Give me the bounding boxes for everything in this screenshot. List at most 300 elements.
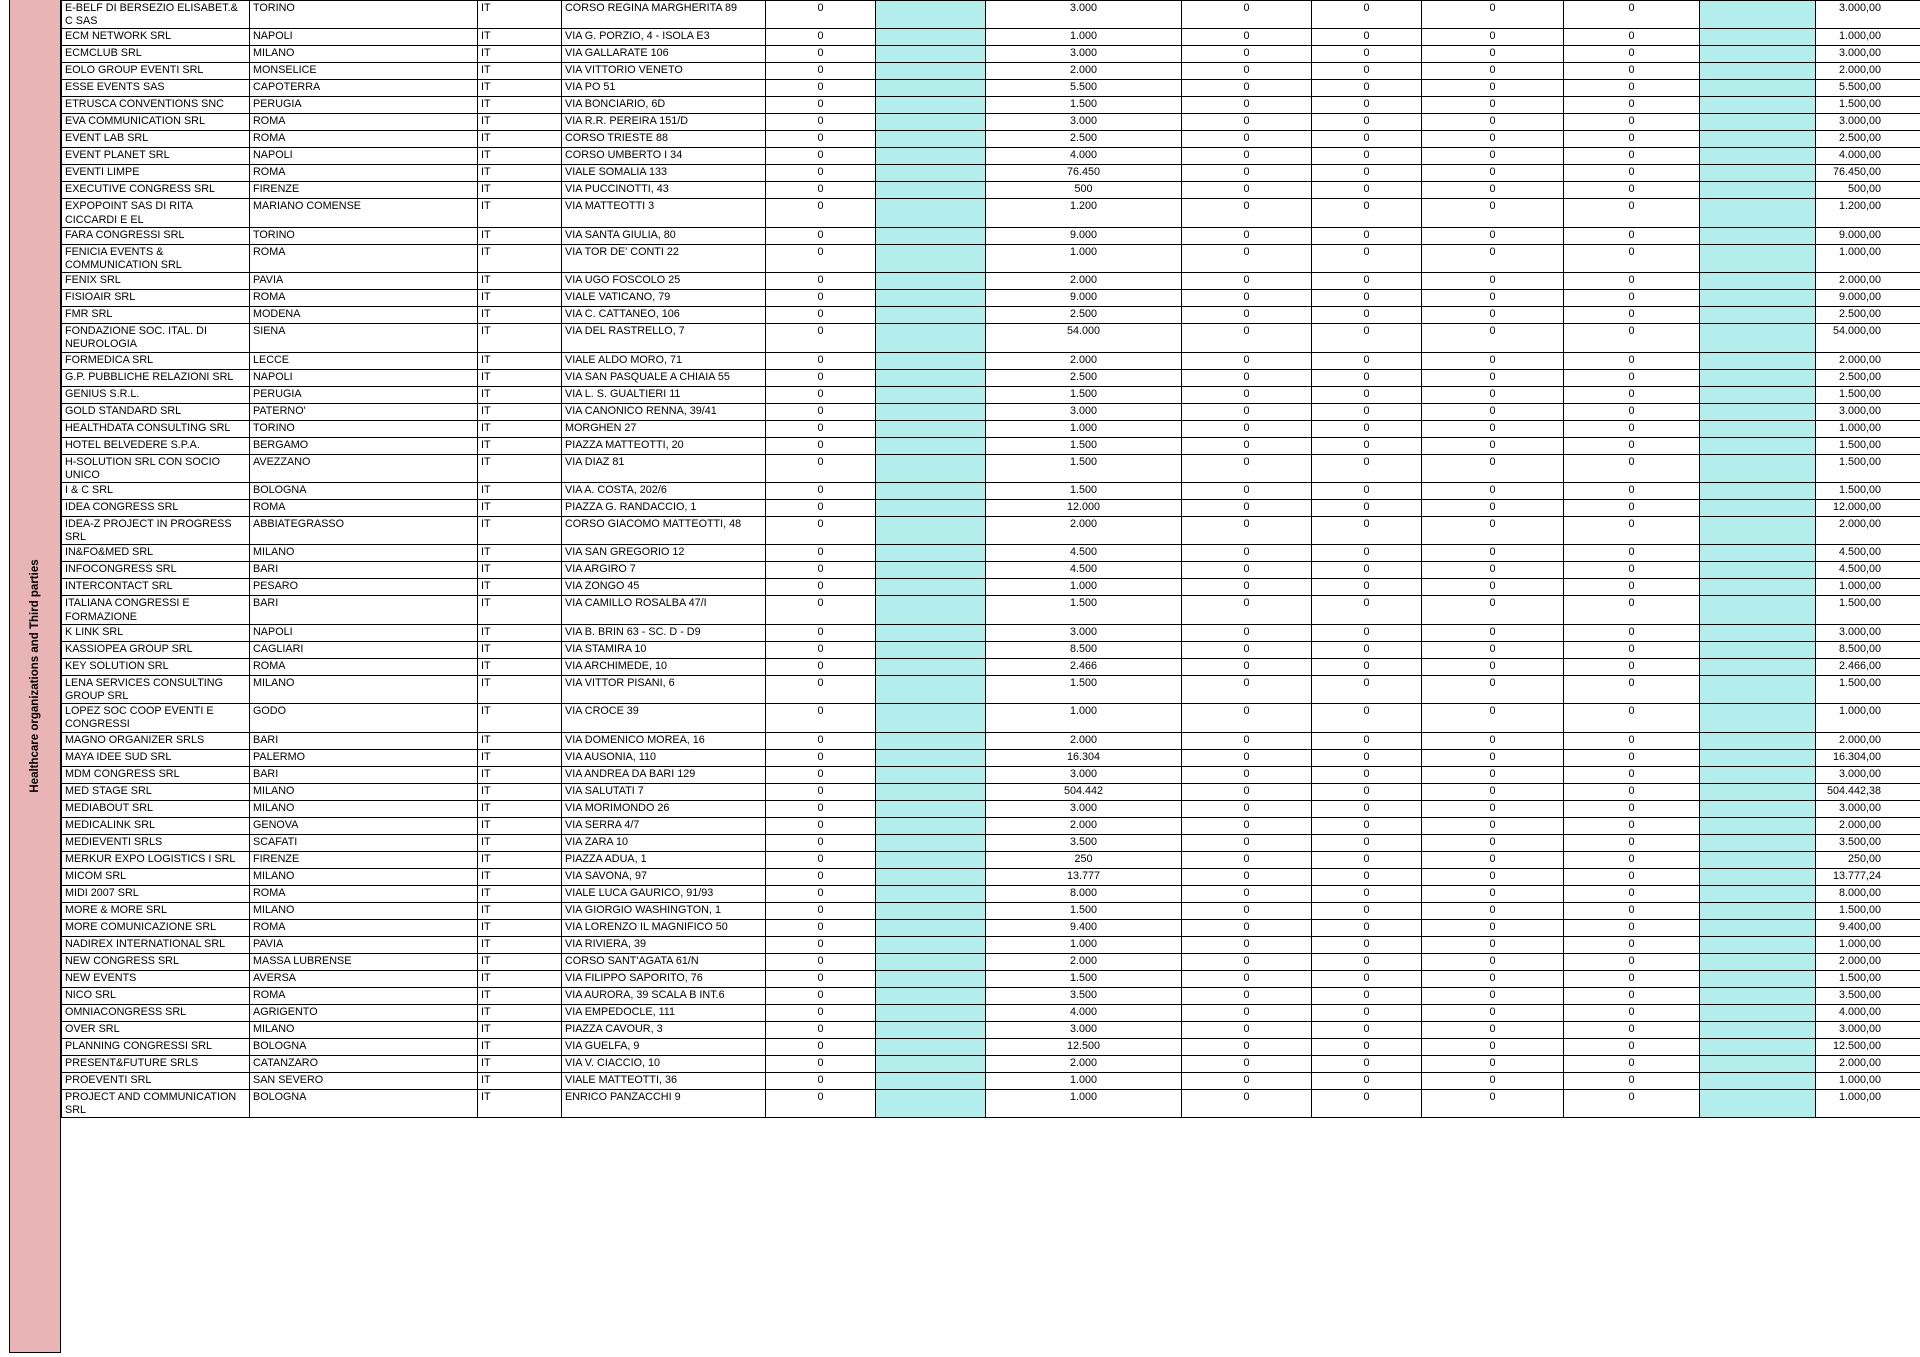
table-row [62, 307, 1920, 324]
cell-address: VIALE LUCA GAURICO, 91/93 [562, 885, 766, 902]
cell-highlight [1700, 834, 1816, 851]
cell-name: MORE COMUNICAZIONE SRL [62, 919, 250, 936]
cell-value-5: 0 [1312, 517, 1422, 545]
cell-name: EVA COMMUNICATION SRL [62, 114, 250, 131]
cell-city: BARI [250, 596, 478, 624]
cell-name: PRESENT&FUTURE SRLS [62, 1055, 250, 1072]
cell-value-5: 0 [1312, 783, 1422, 800]
cell-value-5: 0 [1312, 46, 1422, 63]
cell-total: 1.500,00 [1816, 97, 1920, 114]
cell-name: LENA SERVICES CONSULTING GROUP SRL [62, 675, 250, 703]
cell-address: VIA ARGIRO 7 [562, 562, 766, 579]
cell-amount: 1.200 [986, 199, 1182, 227]
cell-value-5: 0 [1312, 704, 1422, 732]
table-row [62, 851, 1920, 868]
cell-city: CAGLIARI [250, 641, 478, 658]
cell-value-6: 0 [1422, 902, 1564, 919]
cell-highlight [1700, 290, 1816, 307]
cell-value-7: 0 [1564, 386, 1700, 403]
cell-highlight [876, 63, 986, 80]
cell-value-7: 0 [1564, 1072, 1700, 1089]
cell-highlight [1700, 1055, 1816, 1072]
cell-country: IT [478, 1021, 562, 1038]
cell-name: IDEA CONGRESS SRL [62, 500, 250, 517]
cell-value-4: 0 [1182, 783, 1312, 800]
cell-value-5: 0 [1312, 675, 1422, 703]
cell-value-4: 0 [1182, 182, 1312, 199]
cell-highlight [1700, 817, 1816, 834]
cell-value-6: 0 [1422, 437, 1564, 454]
cell-city: ROMA [250, 919, 478, 936]
cell-highlight [876, 596, 986, 624]
cell-value-5: 0 [1312, 1, 1422, 29]
table-row [62, 936, 1920, 953]
cell-value-5: 0 [1312, 454, 1422, 482]
cell-value-6: 0 [1422, 454, 1564, 482]
cell-amount: 3.000 [986, 800, 1182, 817]
cell-highlight [1700, 749, 1816, 766]
cell-value-1: 0 [766, 1021, 876, 1038]
cell-total: 12.000,00 [1816, 500, 1920, 517]
cell-value-4: 0 [1182, 800, 1312, 817]
cell-value-1: 0 [766, 182, 876, 199]
cell-total: 3.000,00 [1816, 1021, 1920, 1038]
cell-value-1: 0 [766, 675, 876, 703]
cell-country: IT [478, 307, 562, 324]
cell-total: 3.000,00 [1816, 1, 1920, 29]
cell-value-5: 0 [1312, 953, 1422, 970]
cell-name: ITALIANA CONGRESSI E FORMAZIONE [62, 596, 250, 624]
cell-value-5: 0 [1312, 624, 1422, 641]
cell-value-5: 0 [1312, 420, 1422, 437]
table-row [62, 704, 1920, 732]
cell-value-4: 0 [1182, 114, 1312, 131]
table-row [62, 1, 1920, 29]
cell-value-4: 0 [1182, 352, 1312, 369]
cell-address: PIAZZA CAVOUR, 3 [562, 1021, 766, 1038]
cell-address: VIA DEL RASTRELLO, 7 [562, 324, 766, 352]
cell-value-6: 0 [1422, 1, 1564, 29]
cell-value-6: 0 [1422, 658, 1564, 675]
cell-country: IT [478, 562, 562, 579]
cell-value-5: 0 [1312, 902, 1422, 919]
table-row [62, 273, 1920, 290]
cell-value-1: 0 [766, 500, 876, 517]
cell-name: MIDI 2007 SRL [62, 885, 250, 902]
cell-name: PROJECT AND COMMUNICATION SRL [62, 1089, 250, 1117]
cell-total: 12.500,00 [1816, 1038, 1920, 1055]
table-row [62, 817, 1920, 834]
cell-name: NICO SRL [62, 987, 250, 1004]
cell-amount: 2.000 [986, 63, 1182, 80]
cell-city: GODO [250, 704, 478, 732]
cell-value-4: 0 [1182, 369, 1312, 386]
cell-city: GENOVA [250, 817, 478, 834]
cell-value-7: 0 [1564, 29, 1700, 46]
cell-value-7: 0 [1564, 1055, 1700, 1072]
cell-value-1: 0 [766, 324, 876, 352]
cell-country: IT [478, 454, 562, 482]
cell-value-4: 0 [1182, 517, 1312, 545]
cell-value-7: 0 [1564, 273, 1700, 290]
cell-value-6: 0 [1422, 182, 1564, 199]
cell-highlight [876, 902, 986, 919]
cell-highlight [876, 732, 986, 749]
cell-highlight [1700, 1072, 1816, 1089]
cell-value-4: 0 [1182, 658, 1312, 675]
cell-amount: 8.000 [986, 885, 1182, 902]
cell-amount: 3.500 [986, 987, 1182, 1004]
cell-value-4: 0 [1182, 29, 1312, 46]
table-row [62, 783, 1920, 800]
cell-address: ENRICO PANZACCHI 9 [562, 1089, 766, 1117]
cell-value-7: 0 [1564, 227, 1700, 244]
cell-highlight [876, 562, 986, 579]
table-row [62, 483, 1920, 500]
cell-value-7: 0 [1564, 131, 1700, 148]
cell-value-1: 0 [766, 244, 876, 272]
cell-value-4: 0 [1182, 454, 1312, 482]
cell-amount: 1.000 [986, 936, 1182, 953]
table-row [62, 885, 1920, 902]
cell-highlight [876, 749, 986, 766]
table-row [62, 800, 1920, 817]
cell-highlight [1700, 641, 1816, 658]
cell-value-7: 0 [1564, 403, 1700, 420]
cell-value-4: 0 [1182, 290, 1312, 307]
cell-value-6: 0 [1422, 80, 1564, 97]
cell-country: IT [478, 199, 562, 227]
cell-city: ROMA [250, 244, 478, 272]
cell-value-4: 0 [1182, 63, 1312, 80]
table-row [62, 97, 1920, 114]
cell-value-4: 0 [1182, 227, 1312, 244]
cell-city: MILANO [250, 783, 478, 800]
cell-city: BOLOGNA [250, 483, 478, 500]
cell-city: PATERNO' [250, 403, 478, 420]
table-row [62, 624, 1920, 641]
cell-country: IT [478, 420, 562, 437]
cell-highlight [1700, 114, 1816, 131]
cell-amount: 9.000 [986, 227, 1182, 244]
cell-highlight [876, 420, 986, 437]
cell-total: 2.000,00 [1816, 817, 1920, 834]
cell-highlight [1700, 517, 1816, 545]
cell-highlight [876, 868, 986, 885]
cell-value-5: 0 [1312, 290, 1422, 307]
cell-value-1: 0 [766, 63, 876, 80]
table-row [62, 732, 1920, 749]
cell-city: MILANO [250, 800, 478, 817]
cell-address: VIA EMPEDOCLE, 111 [562, 1004, 766, 1021]
cell-address: CORSO TRIESTE 88 [562, 131, 766, 148]
cell-value-7: 0 [1564, 97, 1700, 114]
cell-address: VIA V. CIACCIO, 10 [562, 1055, 766, 1072]
cell-name: EVENT PLANET SRL [62, 148, 250, 165]
cell-highlight [876, 987, 986, 1004]
cell-value-5: 0 [1312, 641, 1422, 658]
cell-value-5: 0 [1312, 500, 1422, 517]
cell-value-7: 0 [1564, 545, 1700, 562]
cell-total: 250,00 [1816, 851, 1920, 868]
cell-country: IT [478, 596, 562, 624]
cell-amount: 3.000 [986, 1, 1182, 29]
cell-address: VIA AUSONIA, 110 [562, 749, 766, 766]
cell-value-5: 0 [1312, 851, 1422, 868]
cell-highlight [1700, 1, 1816, 29]
cell-highlight [1700, 766, 1816, 783]
cell-amount: 3.000 [986, 624, 1182, 641]
cell-city: ROMA [250, 500, 478, 517]
cell-total: 3.000,00 [1816, 46, 1920, 63]
cell-name: NEW CONGRESS SRL [62, 953, 250, 970]
cell-value-1: 0 [766, 732, 876, 749]
cell-value-7: 0 [1564, 596, 1700, 624]
cell-country: IT [478, 641, 562, 658]
cell-city: MARIANO COMENSE [250, 199, 478, 227]
cell-value-6: 0 [1422, 817, 1564, 834]
cell-city: ROMA [250, 131, 478, 148]
cell-amount: 1.000 [986, 244, 1182, 272]
cell-value-7: 0 [1564, 766, 1700, 783]
cell-name: EOLO GROUP EVENTI SRL [62, 63, 250, 80]
cell-city: ROMA [250, 658, 478, 675]
cell-highlight [1700, 675, 1816, 703]
cell-highlight [1700, 352, 1816, 369]
table-row [62, 352, 1920, 369]
cell-value-5: 0 [1312, 1021, 1422, 1038]
cell-amount: 9.000 [986, 290, 1182, 307]
cell-highlight [876, 29, 986, 46]
cell-highlight [876, 273, 986, 290]
table-row [62, 1021, 1920, 1038]
cell-value-4: 0 [1182, 562, 1312, 579]
cell-value-7: 0 [1564, 307, 1700, 324]
table-row [62, 1055, 1920, 1072]
cell-value-7: 0 [1564, 352, 1700, 369]
cell-city: MILANO [250, 1021, 478, 1038]
cell-country: IT [478, 953, 562, 970]
cell-city: MILANO [250, 902, 478, 919]
cell-value-4: 0 [1182, 545, 1312, 562]
cell-value-6: 0 [1422, 517, 1564, 545]
cell-highlight [876, 1038, 986, 1055]
cell-value-5: 0 [1312, 562, 1422, 579]
cell-value-1: 0 [766, 437, 876, 454]
cell-value-7: 0 [1564, 817, 1700, 834]
cell-value-1: 0 [766, 624, 876, 641]
table-row [62, 131, 1920, 148]
cell-address: CORSO UMBERTO I 34 [562, 148, 766, 165]
cell-highlight [1700, 987, 1816, 1004]
cell-highlight [876, 851, 986, 868]
cell-name: G.P. PUBBLICHE RELAZIONI SRL [62, 369, 250, 386]
cell-highlight [1700, 273, 1816, 290]
cell-amount: 1.500 [986, 386, 1182, 403]
cell-value-1: 0 [766, 454, 876, 482]
cell-value-6: 0 [1422, 483, 1564, 500]
cell-total: 54.000,00 [1816, 324, 1920, 352]
cell-highlight [1700, 29, 1816, 46]
table-row [62, 834, 1920, 851]
cell-value-1: 0 [766, 1089, 876, 1117]
table-row [62, 749, 1920, 766]
cell-amount: 2.000 [986, 953, 1182, 970]
cell-amount: 1.000 [986, 579, 1182, 596]
cell-value-4: 0 [1182, 953, 1312, 970]
table-row [62, 454, 1920, 482]
cell-address: VIA SAN PASQUALE A CHIAIA 55 [562, 369, 766, 386]
cell-value-7: 0 [1564, 517, 1700, 545]
cell-country: IT [478, 766, 562, 783]
cell-country: IT [478, 704, 562, 732]
cell-city: MODENA [250, 307, 478, 324]
cell-value-7: 0 [1564, 483, 1700, 500]
cell-value-1: 0 [766, 902, 876, 919]
cell-value-5: 0 [1312, 386, 1422, 403]
cell-highlight [1700, 307, 1816, 324]
cell-value-1: 0 [766, 369, 876, 386]
cell-value-6: 0 [1422, 131, 1564, 148]
cell-value-7: 0 [1564, 114, 1700, 131]
cell-country: IT [478, 783, 562, 800]
cell-value-4: 0 [1182, 500, 1312, 517]
cell-amount: 1.000 [986, 1072, 1182, 1089]
cell-value-4: 0 [1182, 46, 1312, 63]
cell-amount: 1.500 [986, 970, 1182, 987]
cell-value-5: 0 [1312, 658, 1422, 675]
cell-city: ABBIATEGRASSO [250, 517, 478, 545]
cell-city: PERUGIA [250, 97, 478, 114]
cell-highlight [876, 817, 986, 834]
cell-value-1: 0 [766, 704, 876, 732]
cell-name: PLANNING CONGRESSI SRL [62, 1038, 250, 1055]
cell-country: IT [478, 244, 562, 272]
cell-amount: 1.000 [986, 420, 1182, 437]
cell-value-7: 0 [1564, 46, 1700, 63]
cell-total: 8.000,00 [1816, 885, 1920, 902]
cell-value-7: 0 [1564, 919, 1700, 936]
cell-total: 1.500,00 [1816, 437, 1920, 454]
cell-value-4: 0 [1182, 97, 1312, 114]
cell-amount: 8.500 [986, 641, 1182, 658]
cell-value-1: 0 [766, 1038, 876, 1055]
table-row [62, 1004, 1920, 1021]
cell-name: EVENTI LIMPE [62, 165, 250, 182]
cell-address: VIA B. BRIN 63 - SC. D - D9 [562, 624, 766, 641]
cell-address: VIA LORENZO IL MAGNIFICO 50 [562, 919, 766, 936]
table-row [62, 290, 1920, 307]
table-row [62, 1038, 1920, 1055]
cell-value-4: 0 [1182, 596, 1312, 624]
cell-name: MEDIABOUT SRL [62, 800, 250, 817]
cell-city: NAPOLI [250, 29, 478, 46]
cell-highlight [1700, 244, 1816, 272]
cell-total: 1.500,00 [1816, 902, 1920, 919]
cell-name: MICOM SRL [62, 868, 250, 885]
cell-value-6: 0 [1422, 324, 1564, 352]
cell-highlight [1700, 403, 1816, 420]
cell-country: IT [478, 403, 562, 420]
cell-amount: 3.000 [986, 1021, 1182, 1038]
cell-highlight [1700, 500, 1816, 517]
cell-country: IT [478, 1038, 562, 1055]
cell-value-5: 0 [1312, 97, 1422, 114]
cell-highlight [1700, 624, 1816, 641]
cell-value-4: 0 [1182, 817, 1312, 834]
cell-value-6: 0 [1422, 1021, 1564, 1038]
cell-value-1: 0 [766, 970, 876, 987]
cell-value-6: 0 [1422, 273, 1564, 290]
cell-amount: 3.000 [986, 46, 1182, 63]
cell-amount: 12.500 [986, 1038, 1182, 1055]
cell-city: TORINO [250, 1, 478, 29]
cell-amount: 1.500 [986, 454, 1182, 482]
cell-value-5: 0 [1312, 1072, 1422, 1089]
cell-city: LECCE [250, 352, 478, 369]
cell-highlight [1700, 1004, 1816, 1021]
cell-address: CORSO REGINA MARGHERITA 89 [562, 1, 766, 29]
cell-total: 1.000,00 [1816, 420, 1920, 437]
cell-country: IT [478, 902, 562, 919]
cell-total: 500,00 [1816, 182, 1920, 199]
cell-value-6: 0 [1422, 562, 1564, 579]
cell-name: MERKUR EXPO LOGISTICS I SRL [62, 851, 250, 868]
cell-name: OMNIACONGRESS SRL [62, 1004, 250, 1021]
cell-value-7: 0 [1564, 454, 1700, 482]
cell-value-4: 0 [1182, 834, 1312, 851]
cell-country: IT [478, 500, 562, 517]
cell-value-4: 0 [1182, 80, 1312, 97]
cell-value-7: 0 [1564, 953, 1700, 970]
table-row [62, 114, 1920, 131]
cell-value-7: 0 [1564, 675, 1700, 703]
cell-country: IT [478, 936, 562, 953]
cell-total: 3.000,00 [1816, 403, 1920, 420]
cell-highlight [876, 403, 986, 420]
cell-amount: 54.000 [986, 324, 1182, 352]
cell-value-1: 0 [766, 919, 876, 936]
cell-name: FMR SRL [62, 307, 250, 324]
cell-city: ROMA [250, 885, 478, 902]
cell-value-1: 0 [766, 596, 876, 624]
cell-amount: 4.500 [986, 562, 1182, 579]
table-row [62, 579, 1920, 596]
cell-amount: 2.000 [986, 517, 1182, 545]
cell-amount: 1.500 [986, 675, 1182, 703]
cell-value-6: 0 [1422, 545, 1564, 562]
cell-address: VIA DOMENICO MOREA, 16 [562, 732, 766, 749]
cell-country: IT [478, 46, 562, 63]
cell-value-7: 0 [1564, 800, 1700, 817]
cell-value-5: 0 [1312, 1004, 1422, 1021]
cell-highlight [876, 834, 986, 851]
cell-address: VIA ZONGO 45 [562, 579, 766, 596]
cell-value-6: 0 [1422, 800, 1564, 817]
cell-highlight [1700, 562, 1816, 579]
cell-country: IT [478, 1089, 562, 1117]
cell-city: BOLOGNA [250, 1089, 478, 1117]
cell-value-6: 0 [1422, 165, 1564, 182]
cell-value-5: 0 [1312, 63, 1422, 80]
cell-value-7: 0 [1564, 324, 1700, 352]
cell-value-7: 0 [1564, 199, 1700, 227]
cell-address: VIA FILIPPO SAPORITO, 76 [562, 970, 766, 987]
table-row [62, 1089, 1920, 1117]
cell-value-4: 0 [1182, 851, 1312, 868]
table-row [62, 970, 1920, 987]
cell-country: IT [478, 80, 562, 97]
